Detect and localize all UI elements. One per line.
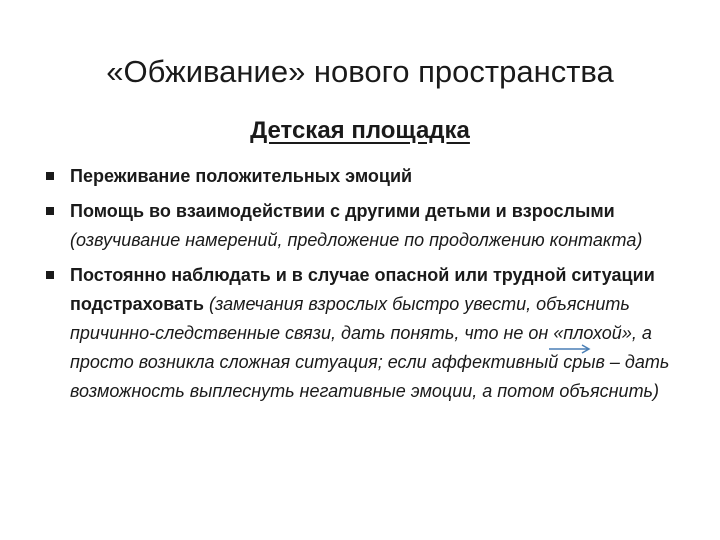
- bullet-bold-text: Постоянно наблюдать и в случае опасной или трудной ситуации подстраховать: [70, 265, 655, 314]
- list-item: [46, 162, 686, 191]
- right-arrow-icon: [548, 344, 592, 354]
- square-bullet-icon: [46, 172, 54, 180]
- bullet-italic-text: (озвучивание намерений, предложение по продолжению контакта): [70, 230, 643, 250]
- square-bullet-icon: [46, 207, 54, 215]
- slide-title: «Обживание» нового пространства: [106, 54, 614, 89]
- bullet-list: [46, 162, 686, 412]
- bullet-bold-text: Переживание положительных эмоций: [70, 166, 413, 186]
- square-bullet-icon: [46, 271, 54, 279]
- list-item: [46, 261, 686, 406]
- bullet-italic-text: (замечания взрослых быстро увести, объяснить причинно-следственные связи, дать понять, что не он «плохой», а просто возникла сложная ситуация; если аффективный срыв – дать возможность выплеснуть негативные эмоции, а потом объяснить): [70, 294, 670, 401]
- list-item: [46, 197, 686, 255]
- bullet-bold-text: Помощь во взаимодействии с другими детьми и взрослыми: [70, 201, 615, 221]
- slide-subtitle: Детская площадка: [250, 117, 470, 144]
